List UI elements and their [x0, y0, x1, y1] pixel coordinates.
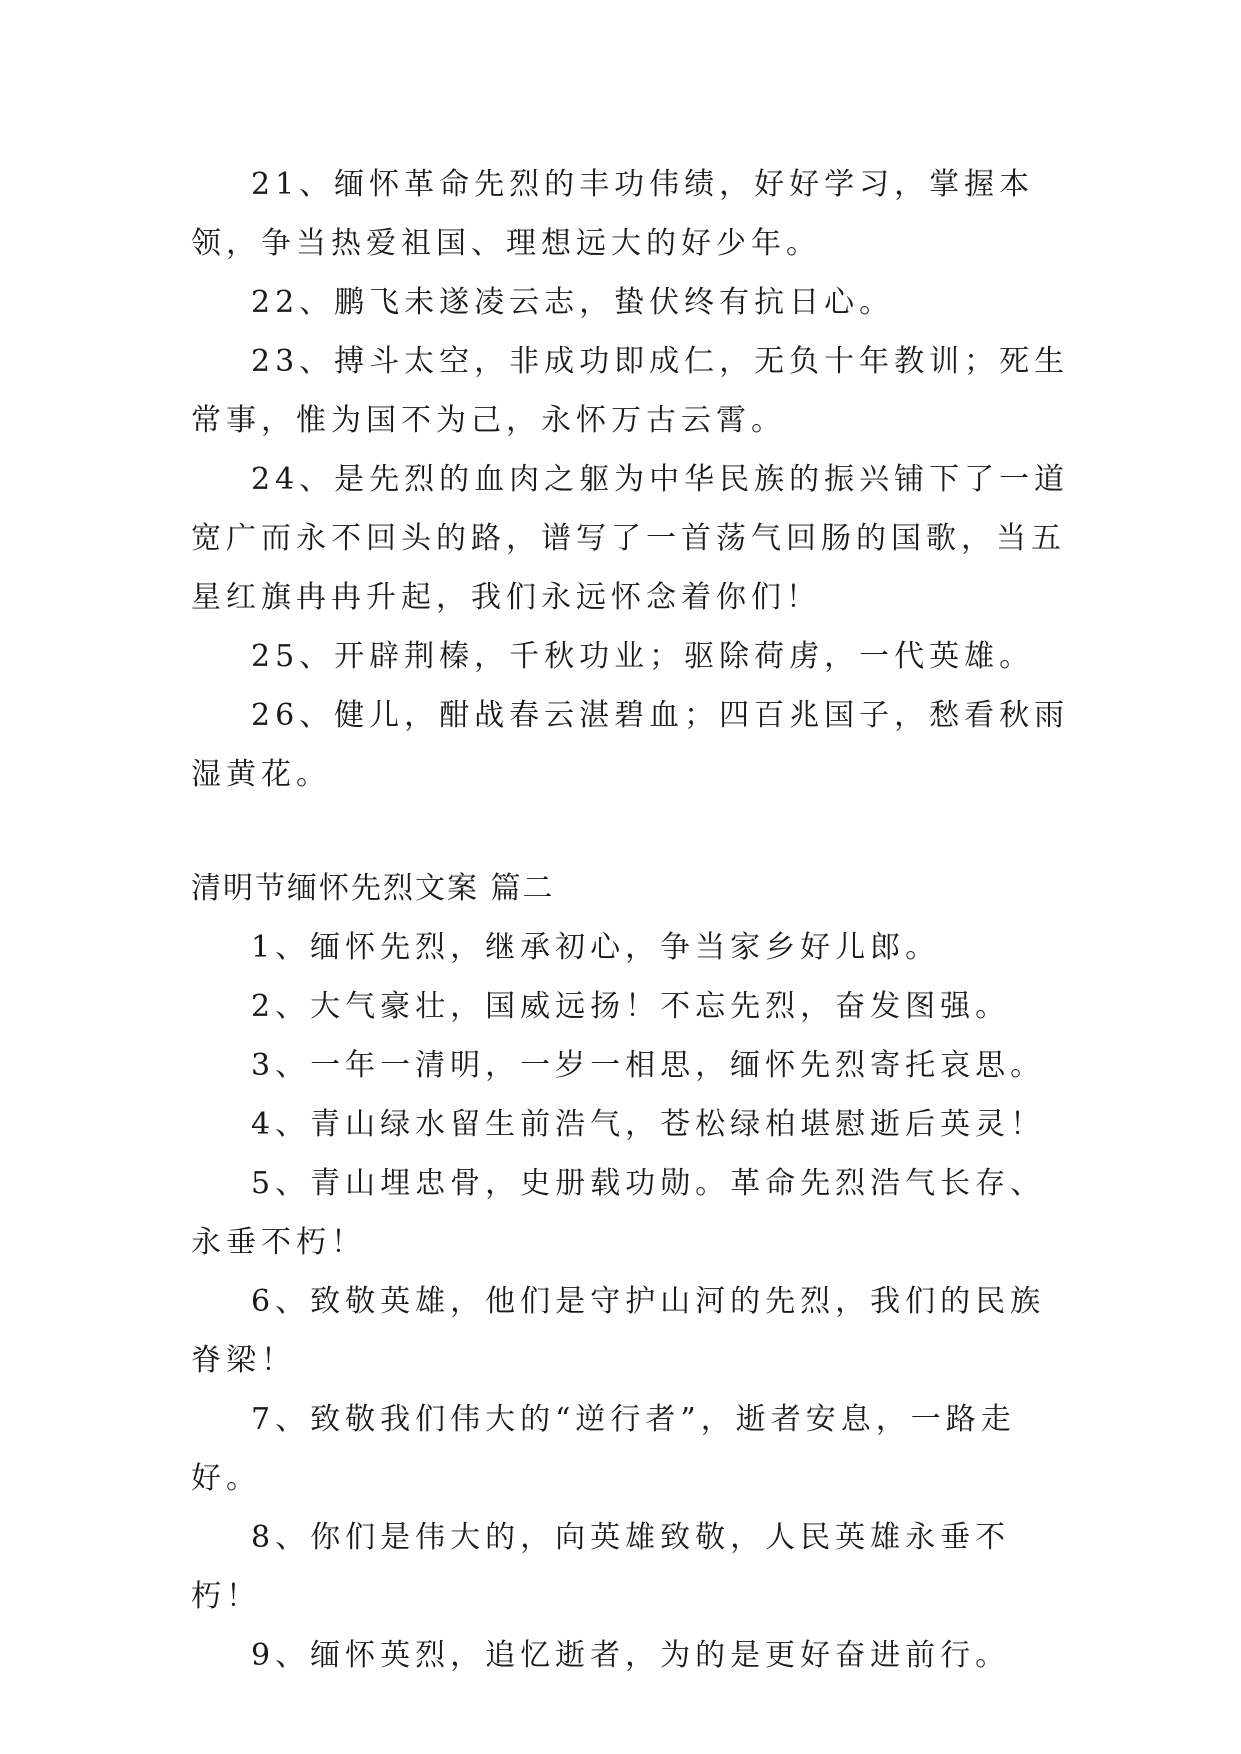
paragraph-item-7: 7、致敬我们伟大的“逆行者”，逝者安息，一路走好。 [191, 1402, 1016, 1496]
paragraph-item-25: 25、开辟荆榛，千秋功业；驱除荷虏，一代英雄。 [251, 639, 1035, 674]
paragraph-item-5: 5、青山埋忠骨，史册载功勋。革命先烈浩气长存、永垂不朽！ [191, 1166, 1046, 1260]
section-spacer [191, 804, 1071, 859]
paragraph-item-22: 22、鹏飞未遂凌云志，蛰伏终有抗日心。 [251, 285, 895, 320]
paragraph-item-3: 3、一年一清明，一岁一相思，缅怀先烈寄托哀思。 [251, 1048, 1046, 1083]
paragraph-item-26: 26、健儿，酣战春云湛碧血；四百兆国子，愁看秋雨湿黄花。 [191, 698, 1070, 792]
document-page [191, 155, 1071, 1685]
paragraph-item-6: 6、致敬英雄，他们是守护山河的先烈，我们的民族脊梁！ [191, 1284, 1046, 1378]
paragraph-item-23: 23、搏斗太空，非成功即成仁，无负十年教训；死生常事，惟为国不为己，永怀万古云霄。 [191, 344, 1070, 438]
paragraph-item-2: 2、大气豪壮，国威远扬！不忘先烈，奋发图强。 [251, 989, 1011, 1024]
paragraph-item-21: 21、缅怀革命先烈的丰功伟绩，好好学习，掌握本领，争当热爱祖国、理想远大的好少年。 [191, 167, 1035, 261]
paragraph-item-9: 9、缅怀英烈，追忆逝者，为的是更好奋进前行。 [251, 1638, 1011, 1673]
paragraph-item-1: 1、缅怀先烈，继承初心，争当家乡好儿郎。 [251, 930, 941, 965]
paragraph-item-8: 8、你们是伟大的，向英雄致敬，人民英雄永垂不朽！ [191, 1520, 1011, 1614]
paragraph-item-4: 4、青山绿水留生前浩气，苍松绿柏堪慰逝后英灵！ [251, 1107, 1046, 1142]
section-heading: 清明节缅怀先烈文案 篇二 [191, 871, 555, 906]
paragraph-item-24: 24、是先烈的血肉之躯为中华民族的振兴铺下了一道宽广而永不回头的路，谱写了一首荡气回肠的国歌，当五星红旗冉冉升起，我们永远怀念着你们！ [191, 462, 1070, 615]
